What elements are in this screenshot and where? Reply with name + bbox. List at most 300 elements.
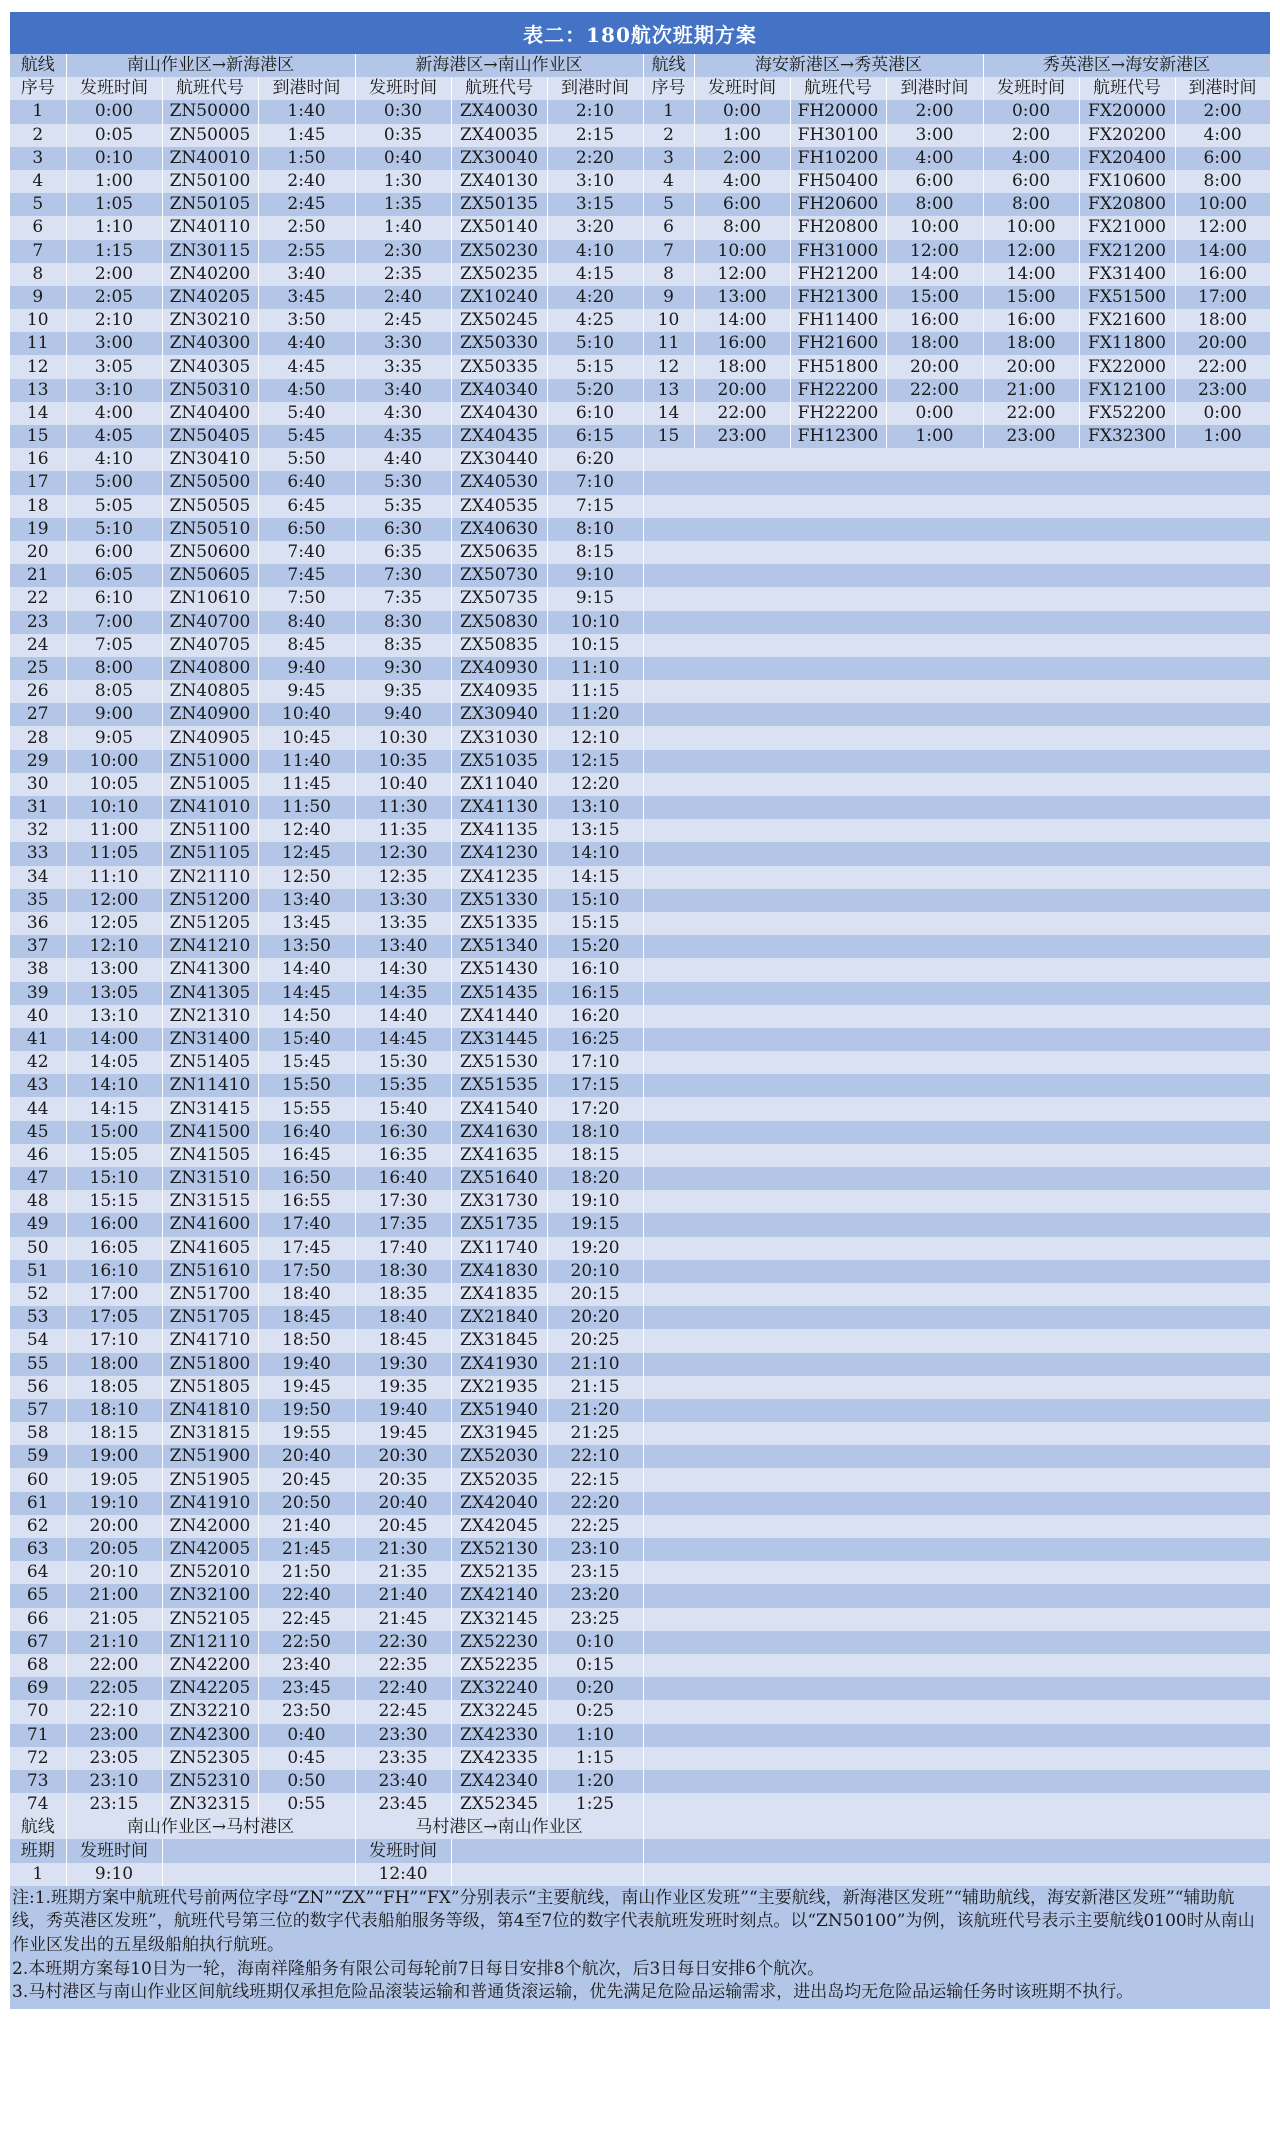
table-cell: 21:25 — [547, 1422, 643, 1445]
table-row — [10, 1445, 1270, 1468]
table-cell: 1:15 — [66, 240, 162, 263]
table-cell: 28 — [10, 726, 66, 749]
table-cell: 16:15 — [547, 982, 643, 1005]
table-cell: 72 — [10, 1747, 66, 1770]
table-cell: 22:10 — [547, 1445, 643, 1468]
table-cell: 3:20 — [547, 216, 643, 239]
table-cell: 6:00 — [1175, 147, 1270, 170]
table-cell: 4:40 — [258, 332, 355, 355]
table-cell: ZX51335 — [451, 912, 547, 935]
table-cell: FH50400 — [790, 170, 886, 193]
table-cell: 20:30 — [355, 1445, 451, 1468]
table-cell: 21:00 — [983, 379, 1079, 402]
table-cell: 18:20 — [547, 1167, 643, 1190]
table-cell: 13:40 — [258, 889, 355, 912]
table-cell: FX12100 — [1079, 379, 1175, 402]
table-cell: ZX51535 — [451, 1074, 547, 1097]
table-cell: ZN50510 — [162, 518, 258, 541]
table-cell: ZN51205 — [162, 912, 258, 935]
table-cell: 19:55 — [258, 1422, 355, 1445]
table-cell: 5:10 — [547, 332, 643, 355]
table-cell: 23:40 — [258, 1654, 355, 1677]
mc-seq: 1 — [10, 1863, 66, 1886]
table-cell: ZN50605 — [162, 564, 258, 587]
table-cell: ZX41135 — [451, 819, 547, 842]
table-cell: 1 — [10, 100, 66, 123]
table-cell: ZN31400 — [162, 1028, 258, 1051]
route-label: 航线 — [10, 1816, 66, 1839]
table-cell: 21 — [10, 564, 66, 587]
table-cell: 0:35 — [355, 124, 451, 147]
table-cell: 17:05 — [66, 1306, 162, 1329]
mc-data-row — [10, 1863, 1270, 1886]
table-cell: ZN50310 — [162, 379, 258, 402]
table-cell: 6:20 — [547, 448, 643, 471]
table-cell: 23:45 — [355, 1793, 451, 1816]
table-cell: ZN50100 — [162, 170, 258, 193]
table-cell: 22:00 — [983, 402, 1079, 425]
table-cell: ZX40935 — [451, 680, 547, 703]
table-cell: 10:15 — [547, 634, 643, 657]
table-cell: ZN51800 — [162, 1353, 258, 1376]
table-cell: 9:35 — [355, 680, 451, 703]
table-cell: ZN51105 — [162, 842, 258, 865]
table-cell: 19:30 — [355, 1353, 451, 1376]
table-cell: ZX41930 — [451, 1353, 547, 1376]
group-ha-xy: 海安新港区→秀英港区 — [694, 54, 983, 77]
table-cell: 20:15 — [547, 1283, 643, 1306]
table-cell: ZX52030 — [451, 1445, 547, 1468]
table-cell: ZX51640 — [451, 1167, 547, 1190]
table-cell: 7:35 — [355, 587, 451, 610]
table-cell: 22:00 — [694, 402, 790, 425]
table-cell: 4:25 — [547, 309, 643, 332]
table-cell: 13:15 — [547, 819, 643, 842]
table-cell: 9:15 — [547, 587, 643, 610]
table-cell: 7:15 — [547, 495, 643, 518]
table-cell: ZN40205 — [162, 286, 258, 309]
schedule-sheet — [10, 12, 1270, 2009]
table-cell: 23:10 — [66, 1770, 162, 1793]
table-cell: 13:35 — [355, 912, 451, 935]
table-cell: ZN51405 — [162, 1051, 258, 1074]
table-cell: 20:35 — [355, 1468, 451, 1491]
table-cell: 22:10 — [66, 1700, 162, 1723]
schedule-label: 班期 — [10, 1839, 66, 1862]
table-cell: ZX11740 — [451, 1237, 547, 1260]
table-cell: FX10600 — [1079, 170, 1175, 193]
table-cell: 68 — [10, 1654, 66, 1677]
table-cell: 16:40 — [258, 1121, 355, 1144]
table-cell: 55 — [10, 1353, 66, 1376]
table-cell: 2:00 — [983, 124, 1079, 147]
table-row — [10, 541, 1270, 564]
table-cell: 6:30 — [355, 518, 451, 541]
table-cell: 22:40 — [355, 1677, 451, 1700]
table-cell: 4:45 — [258, 355, 355, 378]
table-cell: 16:50 — [258, 1167, 355, 1190]
table-cell: 4:30 — [355, 402, 451, 425]
table-cell: 21:00 — [66, 1584, 162, 1607]
table-cell: 12:40 — [258, 819, 355, 842]
table-cell: 20:40 — [258, 1445, 355, 1468]
table-cell: 15:30 — [355, 1051, 451, 1074]
table-cell: ZN40305 — [162, 355, 258, 378]
table-cell: 4:10 — [66, 448, 162, 471]
arrive-header: 到港时间 — [258, 77, 355, 100]
table-cell: ZN51000 — [162, 750, 258, 773]
table-cell: 13:00 — [694, 286, 790, 309]
table-cell: 57 — [10, 1399, 66, 1422]
table-cell: 20:50 — [258, 1492, 355, 1515]
table-cell: FH22200 — [790, 402, 886, 425]
table-row — [10, 263, 1270, 286]
table-cell: 45 — [10, 1121, 66, 1144]
table-row — [10, 819, 1270, 842]
table-cell: ZX40030 — [451, 100, 547, 123]
table-cell: 18:50 — [258, 1329, 355, 1352]
table-cell: 23:00 — [66, 1724, 162, 1747]
table-row — [10, 1074, 1270, 1097]
table-cell: 38 — [10, 958, 66, 981]
table-cell: 19 — [10, 518, 66, 541]
table-cell: 13:45 — [258, 912, 355, 935]
table-cell: 16:00 — [983, 309, 1079, 332]
table-row — [10, 1190, 1270, 1213]
table-cell: 13 — [10, 379, 66, 402]
table-cell: 9 — [643, 286, 694, 309]
table-cell: ZX41440 — [451, 1005, 547, 1028]
table-cell: 20 — [10, 541, 66, 564]
table-cell: 8:45 — [258, 634, 355, 657]
table-cell: ZN41505 — [162, 1144, 258, 1167]
table-cell: 63 — [10, 1538, 66, 1561]
column-header-row — [10, 77, 1270, 100]
code-header: 航班代号 — [790, 77, 886, 100]
table-cell: 22:00 — [886, 379, 983, 402]
table-cell: 32 — [10, 819, 66, 842]
table-cell: ZX41235 — [451, 866, 547, 889]
table-row — [10, 1561, 1270, 1584]
table-cell: 12:10 — [66, 935, 162, 958]
table-cell: 22:25 — [547, 1515, 643, 1538]
depart-header: 发班时间 — [983, 77, 1079, 100]
table-cell: 52 — [10, 1283, 66, 1306]
table-cell: 4:00 — [1175, 124, 1270, 147]
table-cell: 14:00 — [1175, 240, 1270, 263]
table-cell: 18:40 — [258, 1283, 355, 1306]
table-row — [10, 680, 1270, 703]
table-cell: ZN41710 — [162, 1329, 258, 1352]
seq-header: 序号 — [643, 77, 694, 100]
table-row — [10, 1306, 1270, 1329]
table-cell: 18 — [10, 495, 66, 518]
table-cell: ZX31945 — [451, 1422, 547, 1445]
table-cell: 48 — [10, 1190, 66, 1213]
table-cell: 11 — [643, 332, 694, 355]
table-cell: 1:00 — [694, 124, 790, 147]
table-row — [10, 726, 1270, 749]
table-cell: 19:00 — [66, 1445, 162, 1468]
table-cell: 17:40 — [355, 1237, 451, 1260]
table-cell: 12:00 — [1175, 216, 1270, 239]
table-cell: 17:10 — [66, 1329, 162, 1352]
table-cell: 27 — [10, 703, 66, 726]
table-cell: 2:15 — [547, 124, 643, 147]
table-cell: 23:30 — [355, 1724, 451, 1747]
table-cell: ZX40340 — [451, 379, 547, 402]
table-cell: 20:45 — [258, 1468, 355, 1491]
table-cell: ZN41600 — [162, 1213, 258, 1236]
table-cell: 17 — [10, 471, 66, 494]
table-cell: 71 — [10, 1724, 66, 1747]
table-cell: 7 — [10, 240, 66, 263]
table-cell: 17:00 — [66, 1283, 162, 1306]
table-cell: 8:00 — [983, 193, 1079, 216]
table-cell: ZN50500 — [162, 471, 258, 494]
table-cell: ZN40110 — [162, 216, 258, 239]
table-cell: 5:20 — [547, 379, 643, 402]
table-cell: FH11400 — [790, 309, 886, 332]
table-cell: 10:00 — [694, 240, 790, 263]
table-cell: ZX51430 — [451, 958, 547, 981]
table-cell: ZN40900 — [162, 703, 258, 726]
table-cell: ZN41500 — [162, 1121, 258, 1144]
table-cell: 13:10 — [66, 1005, 162, 1028]
table-cell: 21:05 — [66, 1608, 162, 1631]
table-cell: 58 — [10, 1422, 66, 1445]
table-cell: 5:10 — [66, 518, 162, 541]
table-cell: 11:15 — [547, 680, 643, 703]
table-row — [10, 1329, 1270, 1352]
table-cell: 15:20 — [547, 935, 643, 958]
table-cell: 3:30 — [355, 332, 451, 355]
table-cell: 23:00 — [983, 425, 1079, 448]
table-cell: 11:50 — [258, 796, 355, 819]
table-cell: 20:10 — [547, 1260, 643, 1283]
table-cell: ZX50635 — [451, 541, 547, 564]
table-row — [10, 309, 1270, 332]
table-cell: ZN52310 — [162, 1770, 258, 1793]
table-cell: 16:00 — [886, 309, 983, 332]
table-cell: 12:00 — [983, 240, 1079, 263]
table-cell: ZX40430 — [451, 402, 547, 425]
table-cell: ZX41130 — [451, 796, 547, 819]
table-cell: 0:30 — [355, 100, 451, 123]
table-cell: 18:00 — [66, 1353, 162, 1376]
table-cell: 36 — [10, 912, 66, 935]
mc-ns-return-depart: 12:40 — [355, 1863, 451, 1886]
table-cell: 12:35 — [355, 866, 451, 889]
table-cell: ZN12110 — [162, 1631, 258, 1654]
table-cell: 10:10 — [547, 611, 643, 634]
table-row — [10, 935, 1270, 958]
table-cell: 9 — [10, 286, 66, 309]
table-cell: 31 — [10, 796, 66, 819]
table-row — [10, 796, 1270, 819]
table-cell: 18:30 — [355, 1260, 451, 1283]
table-row — [10, 170, 1270, 193]
table-cell: 2:55 — [258, 240, 355, 263]
table-cell: ZX32145 — [451, 1608, 547, 1631]
table-cell: ZN50405 — [162, 425, 258, 448]
table-cell: 4:15 — [547, 263, 643, 286]
table-cell: 47 — [10, 1167, 66, 1190]
depart-header: 发班时间 — [355, 1839, 451, 1862]
table-row — [10, 332, 1270, 355]
table-cell: 61 — [10, 1492, 66, 1515]
table-cell: 7:30 — [355, 564, 451, 587]
table-cell: ZX31030 — [451, 726, 547, 749]
table-cell: 1:50 — [258, 147, 355, 170]
table-cell: 18:00 — [694, 355, 790, 378]
table-cell: 12:10 — [547, 726, 643, 749]
table-cell: 10:00 — [886, 216, 983, 239]
table-row — [10, 495, 1270, 518]
table-cell: 18:05 — [66, 1376, 162, 1399]
table-cell: ZN50600 — [162, 541, 258, 564]
table-cell: 62 — [10, 1515, 66, 1538]
table-cell: 11:45 — [258, 773, 355, 796]
table-cell: 8:05 — [66, 680, 162, 703]
table-cell: ZN30410 — [162, 448, 258, 471]
table-cell: 1 — [643, 100, 694, 123]
table-cell: 19:45 — [258, 1376, 355, 1399]
table-cell: 19:15 — [547, 1213, 643, 1236]
table-cell: ZX42335 — [451, 1747, 547, 1770]
table-cell: 22:40 — [258, 1584, 355, 1607]
table-cell: ZX40130 — [451, 170, 547, 193]
table-row — [10, 1260, 1270, 1283]
table-cell: 9:00 — [66, 703, 162, 726]
table-cell: 14:30 — [355, 958, 451, 981]
table-cell: ZN52305 — [162, 1747, 258, 1770]
table-cell: 13 — [643, 379, 694, 402]
table-cell: 34 — [10, 866, 66, 889]
table-cell: 7:45 — [258, 564, 355, 587]
table-row — [10, 100, 1270, 123]
table-cell: 6 — [10, 216, 66, 239]
table-cell: ZX32245 — [451, 1700, 547, 1723]
table-cell: 15:00 — [886, 286, 983, 309]
table-cell: 18:45 — [355, 1329, 451, 1352]
table-cell: 19:10 — [66, 1492, 162, 1515]
table-row — [10, 866, 1270, 889]
table-cell: 6 — [643, 216, 694, 239]
table-cell: 11:10 — [66, 866, 162, 889]
table-row — [10, 448, 1270, 471]
table-cell: ZX50830 — [451, 611, 547, 634]
table-cell: 4:00 — [694, 170, 790, 193]
table-cell: ZN41810 — [162, 1399, 258, 1422]
table-cell: 7:05 — [66, 634, 162, 657]
table-cell: 19:40 — [355, 1399, 451, 1422]
table-cell: 14:35 — [355, 982, 451, 1005]
table-cell: ZX50140 — [451, 216, 547, 239]
table-cell: 14:45 — [355, 1028, 451, 1051]
table-cell: 46 — [10, 1144, 66, 1167]
table-row — [10, 587, 1270, 610]
note-1: 注:1.班期方案中航班代号前两位字母“ZN”“ZX”“FH”“FX”分别表示“主要航线，南山作业区发班”“主要航线，新海港区发班”“辅助航线，海安新港区发班”“辅助航线，秀英港区发班”，航班代号第三位的数字代表船舶服务等级，第4至7位的数字代表航班发班时刻点。以“ZN50100”为例，该航班代号表示主要航线0100时从南山作业区发出的五星级船舶执行航班。 — [12, 1887, 1255, 1955]
table-cell: ZX41540 — [451, 1097, 547, 1120]
table-cell: FH51800 — [790, 355, 886, 378]
table-cell: 18:00 — [1175, 309, 1270, 332]
table-cell: 3:15 — [547, 193, 643, 216]
table-cell: 10:40 — [355, 773, 451, 796]
table-cell: 8:00 — [694, 216, 790, 239]
table-cell: ZX52130 — [451, 1538, 547, 1561]
table-row — [10, 1121, 1270, 1144]
table-cell: 12 — [643, 355, 694, 378]
table-cell: 19:05 — [66, 1468, 162, 1491]
table-cell: 0:55 — [258, 1793, 355, 1816]
table-cell: 18:15 — [547, 1144, 643, 1167]
table-cell: 4:40 — [355, 448, 451, 471]
table-cell: 10:10 — [66, 796, 162, 819]
table-cell: 14:05 — [66, 1051, 162, 1074]
table-row — [10, 402, 1270, 425]
table-cell: 13:00 — [66, 958, 162, 981]
table-cell: ZX40530 — [451, 471, 547, 494]
table-cell: 0:40 — [355, 147, 451, 170]
table-cell: 37 — [10, 935, 66, 958]
table-cell: 15:05 — [66, 1144, 162, 1167]
table-cell: 8:15 — [547, 541, 643, 564]
table-cell: 14:10 — [66, 1074, 162, 1097]
table-cell: 10:35 — [355, 750, 451, 773]
table-cell: ZX30040 — [451, 147, 547, 170]
table-cell: 3:00 — [886, 124, 983, 147]
table-row — [10, 471, 1270, 494]
table-cell: ZX51940 — [451, 1399, 547, 1422]
table-cell: ZN42300 — [162, 1724, 258, 1747]
table-cell: 3:00 — [66, 332, 162, 355]
table-cell: 0:00 — [1175, 402, 1270, 425]
table-cell: 16:25 — [547, 1028, 643, 1051]
table-cell: ZN41910 — [162, 1492, 258, 1515]
table-cell: ZN40700 — [162, 611, 258, 634]
table-cell: 14:00 — [983, 263, 1079, 286]
table-cell: ZX30440 — [451, 448, 547, 471]
table-cell: 25 — [10, 657, 66, 680]
table-cell: 19:35 — [355, 1376, 451, 1399]
table-cell: 12:05 — [66, 912, 162, 935]
table-cell: 5:00 — [66, 471, 162, 494]
table-cell: 30 — [10, 773, 66, 796]
table-cell: 20:00 — [886, 355, 983, 378]
table-cell: 22:30 — [355, 1631, 451, 1654]
table-cell: 12:45 — [258, 842, 355, 865]
table-cell: 13:05 — [66, 982, 162, 1005]
table-cell: 20:25 — [547, 1329, 643, 1352]
table-cell: ZN41605 — [162, 1237, 258, 1260]
notes-block — [10, 1886, 1270, 2009]
table-cell: 18:45 — [258, 1306, 355, 1329]
table-cell: 15:00 — [983, 286, 1079, 309]
table-cell: 11:40 — [258, 750, 355, 773]
table-cell: 1:40 — [355, 216, 451, 239]
table-cell: 16:05 — [66, 1237, 162, 1260]
table-cell: 43 — [10, 1074, 66, 1097]
table-cell: FH20000 — [790, 100, 886, 123]
table-cell: 6:05 — [66, 564, 162, 587]
table-cell: 16:40 — [355, 1167, 451, 1190]
table-cell: 2:10 — [66, 309, 162, 332]
table-cell: 5 — [643, 193, 694, 216]
group-xh-ns: 新海港区→南山作业区 — [355, 54, 643, 77]
table-row — [10, 1584, 1270, 1607]
table-cell: ZX52235 — [451, 1654, 547, 1677]
